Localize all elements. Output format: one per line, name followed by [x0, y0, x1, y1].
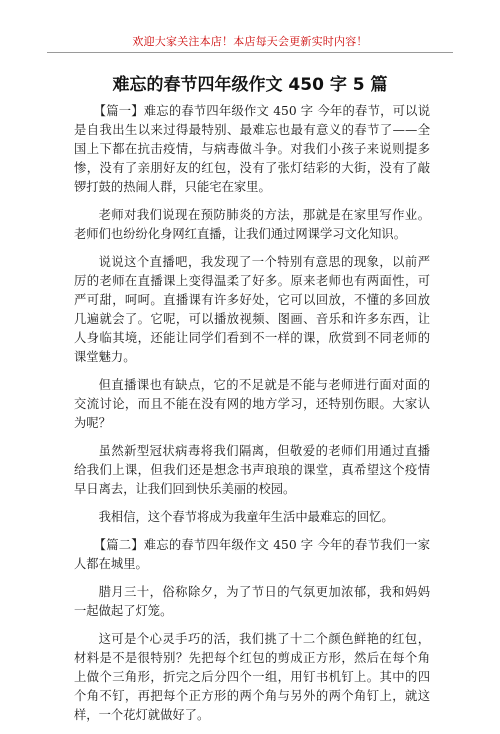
page-title: 难忘的春节四年级作文 450 字 5 篇 [112, 75, 388, 95]
article-body [74, 102, 430, 734]
paragraph: 【篇一】难忘的春节四年级作文 450 字 今年的春节，可以说是自我出生以来过得最特别、最难忘也最有意义的春节了——全国上下都在抗击疫情，与病毒做斗争。对我们小孩子来说则提多惨，没有了亲朋好友的红包，没有了张灯结彩的大街，没有了敲锣打鼓的热闹人群，只能宅在家里。 [74, 104, 430, 194]
paragraph: 我相信，这个春节将成为我童年生活中最难忘的回忆。 [98, 510, 394, 524]
shop-banner: 欢迎大家关注本店！本店每天会更新实时内容！ [132, 35, 368, 48]
paragraph: 【篇二】难忘的春节四年级作文 450 字 今年的春节我们一家人都在城里。 [74, 538, 430, 571]
paragraph: 虽然新型冠状病毒将我们隔离，但敬爱的老师们用通过直播给我们上课，但我们还是想念书声琅琅的课堂，真希望这个疫情早日离去，让我们回到快乐美丽的校园。 [74, 444, 430, 496]
paragraph: 但直播课也有缺点，它的不足就是不能与老师进行面对面的交流讨论，而且不能在没有网的地方学习，还特别伤眼。大家认为呢？ [74, 378, 430, 430]
paragraph: 腊月三十，俗称除夕，为了节日的气氛更加浓郁，我和妈妈一起做起了灯笼。 [74, 585, 430, 618]
header-divider [47, 52, 453, 53]
paragraph: 这可是个心灵手巧的活，我们挑了十二个颜色鲜艳的红包，材料是不是很特别？先把每个红包的剪成正方形，然后在每个角上做个三角形，折完之后分四个一组，用钉书机钉上。其中的四个角不钉，再把每个正方形的两个角与另外的两个角钉上，就这样，一个花灯就做好了。 [74, 632, 430, 722]
paragraph: 说说这个直播吧，我发现了一个特别有意思的现象，以前严厉的老师在直播课上变得温柔了好多。原来老师也有两面性，可严可甜，呵呵。直播课有许多好处，它可以回放，不懂的多回放几遍就会了。它呢，可以播放视频、图画、音乐和许多东西，让人身临其境，还能让同学们看到不一样的课，欣赏到不同老师的课堂魅力。 [74, 255, 430, 364]
paragraph: 老师对我们说现在预防肺炎的方法，那就是在家里写作业。老师们也纷纷化身网红直播，让我们通过网课学习文化知识。 [74, 208, 430, 241]
